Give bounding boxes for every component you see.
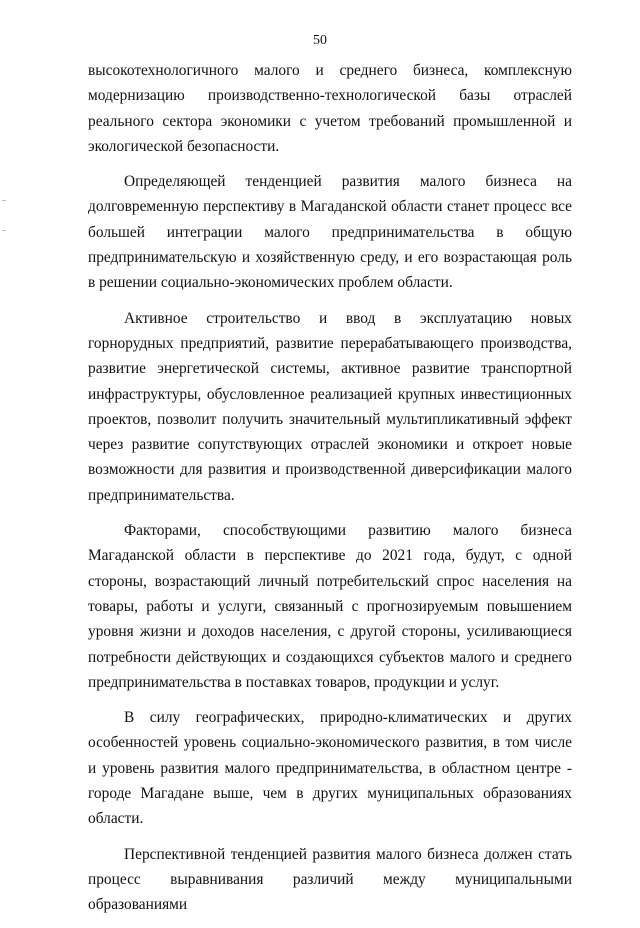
paragraph-continued: высокотехнологичного малого и среднего бизнеса, комплексную модернизацию производственно-технологической базы отраслей реального сектора экономики с учетом требований промышленной и экологической безопасности. <box>88 62 572 155</box>
document-body <box>88 58 572 928</box>
paragraph: Перспективной тенденцией развития малого бизнеса должен стать процесс выравнивания различий между муниципальными образованиями <box>88 845 572 914</box>
scan-margin-mark <box>2 200 6 201</box>
paragraph: Факторами, способствующими развитию малого бизнеса Магаданской области в перспективе до 2021 года, будут, с одной стороны, возрастающий личный потребительский спрос населения на товары, работы и услуги, связанный с прогнозируемым повышением уровня жизни и доходов населения, с другой стороны, усиливающиеся потребности действующих и создающихся субъектов малого и среднего предпринимательства в поставках товаров, продукции и услуг. <box>88 522 572 691</box>
page-number: 50 <box>313 33 327 48</box>
scan-margin-mark <box>2 230 6 231</box>
paragraph: В силу географических, природно-климатических и других особенностей уровень социально-экономического развития, в том числе и уровень развития малого предпринимательства, в областном центре - городе Магадане выше, чем в других муниципальных образованиях области. <box>88 709 572 828</box>
paragraph: Активное строительство и ввод в эксплуатацию новых горнорудных предприятий, развитие перерабатывающего производства, развитие энергетической системы, активное развитие транспортной инфраструктуры, обусловленное реализацией крупных инвестиционных проектов, позволит получить значительный мультипликативный эффект через развитие сопутствующих отраслей экономики и откроет новые возможности для развития и производственной диверсификации малого предпринимательства. <box>88 309 572 504</box>
paragraph: Определяющей тенденцией развития малого бизнеса на долговременную перспективу в Магаданской области станет процесс все большей интеграции малого предпринимательства в общую предпринимательскую и хозяйственную среду, и его возрастающая роль в решении социально-экономических проблем области. <box>88 173 572 292</box>
